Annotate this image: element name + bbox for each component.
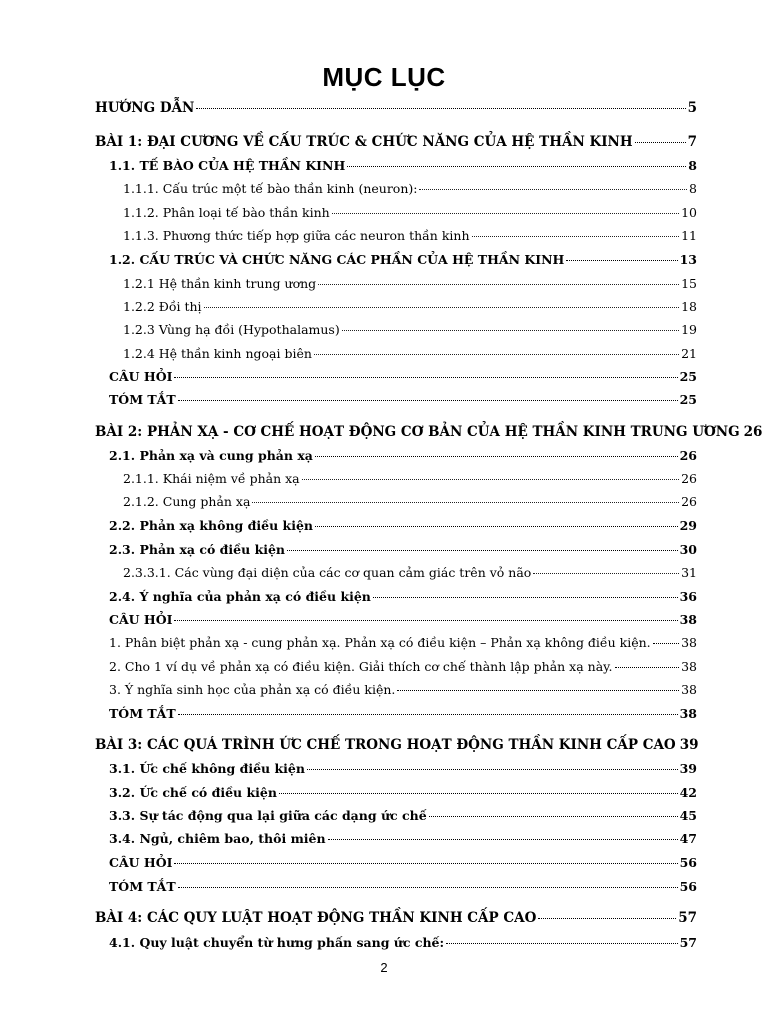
toc-entry[interactable] [123, 226, 697, 246]
toc-entry-page: 26 [681, 494, 697, 509]
toc-leader-dots [307, 768, 678, 770]
toc-entry[interactable] [109, 250, 697, 270]
toc-entry-page: 38 [679, 612, 697, 627]
toc-entry-page: 8 [689, 181, 697, 196]
toc-entry-label: 2.1. Phản xạ và cung phản xạ [109, 448, 313, 463]
toc-entry-page: 30 [679, 542, 697, 557]
toc-entry-label: 1.1. TẾ BÀO CỦA HỆ THẦN KINH [109, 158, 346, 173]
toc-entry-page: 18 [681, 299, 697, 314]
toc-entry[interactable] [123, 274, 697, 294]
toc-entry[interactable] [109, 759, 697, 779]
toc-leader-dots [279, 792, 678, 794]
toc-entry-label: BÀI 1: ĐẠI CƯƠNG VỀ CẤU TRÚC & CHỨC NĂNG CỦA HỆ THẦN KINH [95, 134, 633, 150]
toc-entry-label: 3.1. Ức chế không điều kiện [109, 761, 305, 776]
toc-entry-label: 1.1.1. Cấu trúc một tế bào thần kinh (neuron): [123, 181, 418, 196]
toc-entry-page: 42 [679, 785, 697, 800]
toc-entry-label: TÓM TẮT [109, 879, 176, 894]
toc-entry-label: 1.2. CẤU TRÚC VÀ CHỨC NĂNG CÁC PHẦN CỦA HỆ THẦN KINH [109, 252, 565, 267]
toc-entry-label: 2.3. Phản xạ có điều kiện [109, 542, 286, 557]
toc-entry[interactable] [95, 735, 697, 755]
toc-entry-label: 2.1.2. Cung phản xạ [123, 494, 251, 509]
toc-leader-dots [538, 917, 676, 919]
toc-entry-label: 1.1.2. Phân loại tế bào thần kinh [123, 205, 330, 220]
toc-entry[interactable] [123, 320, 697, 340]
toc-entry-page: 57 [679, 935, 697, 950]
toc-leader-dots [653, 642, 679, 644]
toc-entry-label: 2.1.1. Khái niệm về phản xạ [123, 471, 300, 486]
toc-leader-dots [328, 838, 678, 840]
toc-leader-dots [174, 862, 677, 864]
toc-leader-dots [314, 353, 679, 355]
toc-leader-dots [315, 525, 678, 527]
toc-entry[interactable] [95, 908, 697, 928]
toc-entry-page: 29 [679, 518, 697, 533]
toc-entry[interactable] [109, 829, 697, 849]
toc-entry[interactable] [95, 422, 763, 442]
toc-entry-page: 10 [681, 205, 697, 220]
toc-entry-page: 25 [679, 369, 697, 384]
toc-entry[interactable] [109, 446, 697, 466]
toc-leader-dots [472, 235, 680, 237]
toc-entry-label: 1.1.3. Phương thức tiếp hợp giữa các neuron thần kinh [123, 228, 470, 243]
toc-entry[interactable] [123, 203, 697, 223]
document-title: MỤC LỤC [322, 62, 446, 92]
toc-entry-label: 3.3. Sự tác động qua lại giữa các dạng ức chế [109, 808, 427, 823]
toc-entry[interactable] [123, 469, 697, 489]
toc-entry-page: 36 [679, 589, 697, 604]
toc-entry[interactable] [109, 610, 697, 630]
toc-entry-label: CÂU HỎI [109, 369, 173, 384]
toc-entry-page: 38 [681, 659, 697, 674]
toc-entry[interactable] [109, 680, 697, 700]
toc-entry-page: 57 [678, 910, 697, 926]
toc-entry[interactable] [109, 367, 697, 387]
toc-entry[interactable] [109, 853, 697, 873]
toc-leader-dots [196, 107, 685, 109]
toc-entry-page: 26 [743, 424, 763, 440]
toc-entry-page: 5 [687, 100, 697, 116]
toc-entry-label: 1.2.3 Vùng hạ đồi (Hypothalamus) [123, 322, 340, 337]
toc-entry-page: 26 [679, 448, 697, 463]
toc-entry[interactable] [109, 877, 697, 897]
toc-entry-page: 45 [679, 808, 697, 823]
toc-entry-label: 2.4. Ý nghĩa của phản xạ có điều kiện [109, 589, 371, 604]
toc-entry-page: 25 [679, 392, 697, 407]
toc-entry[interactable] [123, 179, 697, 199]
toc-entry-page: 7 [687, 134, 697, 150]
toc-leader-dots [178, 886, 678, 888]
toc-entry-page: 15 [681, 276, 697, 291]
toc-leader-dots [287, 549, 678, 551]
toc-entry-page: 31 [681, 565, 697, 580]
toc-leader-dots [342, 329, 679, 331]
toc-leader-dots [315, 455, 678, 457]
toc-entry-page: 39 [679, 761, 697, 776]
toc-entry[interactable] [109, 783, 697, 803]
toc-leader-dots [332, 212, 679, 214]
toc-entry[interactable] [109, 516, 697, 536]
toc-leader-dots [397, 689, 679, 691]
toc-entry-label: 2. Cho 1 ví dụ về phản xạ có điều kiện. Giải thích cơ chế thành lập phản xạ này. [109, 659, 613, 674]
toc-entry-label: TÓM TẮT [109, 392, 176, 407]
toc-entry-label: 3.4. Ngủ, chiêm bao, thôi miên [109, 831, 326, 846]
toc-entry[interactable] [109, 657, 697, 677]
toc-entry-label: HƯỚNG DẪN [95, 100, 195, 116]
toc-leader-dots [373, 596, 678, 598]
toc-entry[interactable] [123, 492, 697, 512]
toc-leader-dots [566, 259, 677, 261]
toc-entry-label: 3.2. Ức chế có điều kiện [109, 785, 277, 800]
toc-entry-label: 1.2.1 Hệ thần kinh trung ương [123, 276, 317, 291]
toc-leader-dots [429, 815, 678, 817]
toc-entry[interactable] [123, 297, 697, 317]
toc-entry-label: BÀI 3: CÁC QUÁ TRÌNH ỨC CHẾ TRONG HOẠT ĐỘNG THẦN KINH CẤP CAO [95, 737, 676, 753]
toc-entry-label: 2.3.3.1. Các vùng đại diện của các cơ quan cảm giác trên vỏ não [123, 565, 532, 580]
toc-leader-dots [347, 165, 686, 167]
toc-entry[interactable] [109, 156, 697, 176]
toc-leader-dots [635, 141, 686, 143]
toc-leader-dots [615, 666, 680, 668]
toc-leader-dots [533, 572, 679, 574]
toc-entry-page: 19 [681, 322, 697, 337]
toc-leader-dots [178, 713, 678, 715]
toc-entry-page: 56 [679, 855, 697, 870]
toc-entry-label: 3. Ý nghĩa sinh học của phản xạ có điều kiện. [109, 682, 396, 697]
toc-entry[interactable] [123, 344, 697, 364]
toc-entry[interactable] [95, 132, 697, 152]
toc-leader-dots [318, 283, 679, 285]
toc-entry-label: CÂU HỎI [109, 612, 173, 627]
toc-entry[interactable] [109, 633, 697, 653]
toc-entry-page: 11 [681, 228, 697, 243]
toc-entry-label: 1.2.4 Hệ thần kinh ngoại biên [123, 346, 312, 361]
toc-entry-label: 1.2.2 Đồi thị [123, 299, 202, 314]
toc-entry-label: BÀI 2: PHẢN XẠ - CƠ CHẾ HOẠT ĐỘNG CƠ BẢN CỦA HỆ THẦN KINH TRUNG ƯƠNG [95, 424, 740, 440]
toc-entry-label: 1. Phân biệt phản xạ - cung phản xạ. Phản xạ có điều kiện – Phản xạ không điều kiện. [109, 635, 651, 650]
toc-entry[interactable] [95, 98, 697, 118]
toc-leader-dots [204, 306, 680, 308]
toc-entry-page: 8 [688, 158, 697, 173]
toc-leader-dots [419, 188, 687, 190]
toc-entry[interactable] [109, 704, 697, 724]
toc-entry-page: 38 [679, 706, 697, 721]
toc-entry-page: 39 [679, 737, 699, 753]
toc-entry[interactable] [109, 540, 697, 560]
toc-entry[interactable] [109, 587, 697, 607]
toc-leader-dots [252, 501, 679, 503]
toc-entry[interactable] [109, 390, 697, 410]
toc-entry-page: 38 [681, 635, 697, 650]
toc-entry[interactable] [123, 563, 697, 583]
toc-entry-page: 56 [679, 879, 697, 894]
toc-leader-dots [446, 942, 677, 944]
toc-leader-dots [174, 619, 677, 621]
toc-entry-page: 13 [679, 252, 697, 267]
toc-entry-page: 47 [679, 831, 697, 846]
toc-entry-page: 21 [681, 346, 697, 361]
toc-entry-page: 26 [681, 471, 697, 486]
page-number: 2 [380, 960, 388, 975]
toc-entry-page: 38 [681, 682, 697, 697]
toc-entry-label: 4.1. Quy luật chuyển từ hưng phấn sang ức chế: [109, 935, 445, 950]
toc-entry[interactable] [109, 806, 697, 826]
toc-leader-dots [178, 399, 678, 401]
toc-entry-label: TÓM TẮT [109, 706, 176, 721]
toc-entry[interactable] [109, 933, 697, 953]
toc-entry-label: BÀI 4: CÁC QUY LUẬT HOẠT ĐỘNG THẦN KINH CẤP CAO [95, 910, 537, 926]
toc-leader-dots [174, 376, 677, 378]
toc-entry-label: 2.2. Phản xạ không điều kiện [109, 518, 313, 533]
toc-leader-dots [302, 478, 680, 480]
toc-entry-label: CÂU HỎI [109, 855, 173, 870]
